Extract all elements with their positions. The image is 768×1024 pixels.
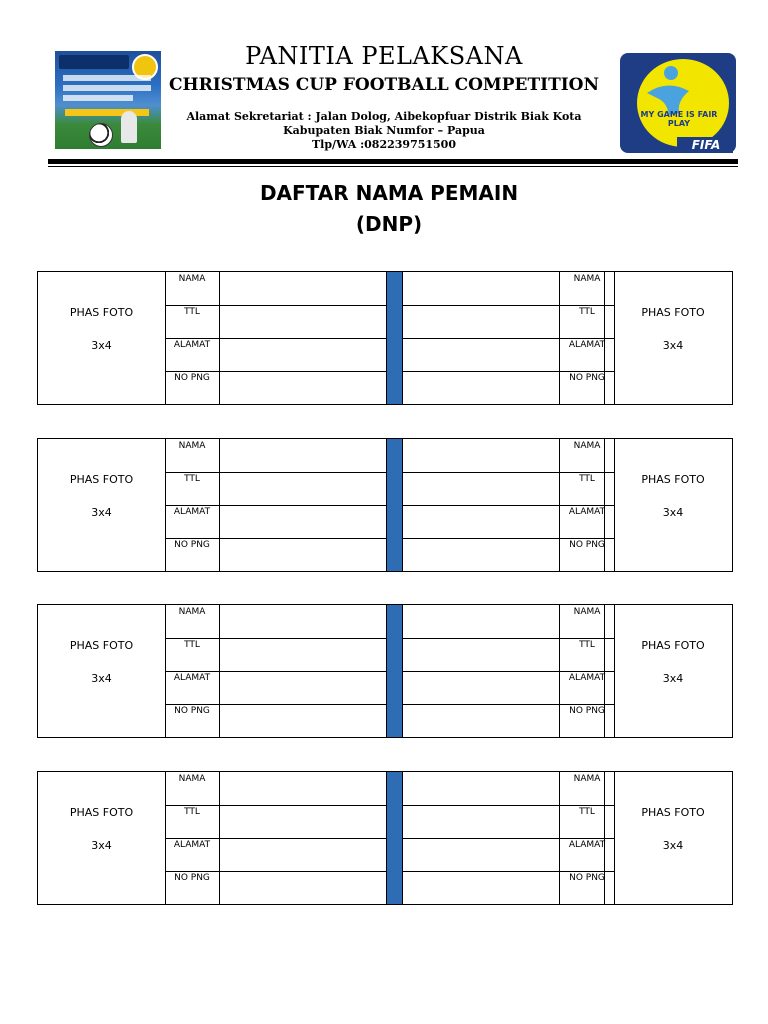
competition-name: CHRISTMAS CUP FOOTBALL COMPETITION — [168, 75, 600, 95]
photo-box-right — [614, 605, 732, 737]
field-label: TTL — [579, 807, 595, 817]
field-label: NAMA — [178, 441, 206, 451]
fifa-wordmark: FIFA — [691, 138, 721, 152]
field-label: NO PNG — [174, 373, 210, 383]
field-input-left[interactable] — [220, 672, 385, 704]
photo-label: PHAS FOTO — [69, 639, 134, 652]
player-card — [37, 271, 733, 405]
photo-box-right — [614, 439, 732, 571]
field-input-right[interactable] — [404, 506, 559, 538]
field-input-left[interactable] — [220, 372, 385, 404]
fair-play-slogan: MY GAME IS FAIR PLAY — [640, 110, 718, 128]
field-input-left[interactable] — [220, 539, 385, 571]
address-line: Alamat Sekretariat : Jalan Dolog, Aibekopfuar Distrik Biak Kota — [186, 110, 582, 123]
field-input-right[interactable] — [404, 672, 559, 704]
field-label: NO PNG — [174, 706, 210, 716]
field-input-right[interactable] — [404, 606, 559, 638]
photo-box-left — [38, 772, 165, 904]
photo-size: 3x4 — [662, 672, 684, 685]
field-label: NO PNG — [569, 373, 605, 383]
photo-size: 3x4 — [91, 672, 112, 685]
field-input-right[interactable] — [404, 273, 559, 305]
center-separator — [386, 439, 403, 571]
field-input-right[interactable] — [404, 372, 559, 404]
cell-divider — [559, 272, 560, 404]
photo-box-left — [38, 272, 165, 404]
field-input-left[interactable] — [220, 440, 385, 472]
field-label: NAMA — [573, 274, 601, 284]
photo-size: 3x4 — [91, 506, 112, 519]
field-label: ALAMAT — [568, 673, 606, 683]
field-label: NO PNG — [569, 706, 605, 716]
field-label: NAMA — [573, 607, 601, 617]
field-input-left[interactable] — [220, 839, 385, 871]
field-input-right[interactable] — [404, 306, 559, 338]
photo-label: PHAS FOTO — [641, 806, 705, 819]
header-thick-rule — [48, 159, 738, 164]
field-input-left[interactable] — [220, 473, 385, 505]
photo-box-left — [38, 605, 165, 737]
field-label: TTL — [184, 640, 200, 650]
photo-label: PHAS FOTO — [641, 306, 705, 319]
field-input-right[interactable] — [404, 339, 559, 371]
field-input-left[interactable] — [220, 273, 385, 305]
field-label: NAMA — [178, 607, 206, 617]
player-card — [37, 604, 733, 738]
photo-size: 3x4 — [662, 839, 684, 852]
photo-size: 3x4 — [662, 506, 684, 519]
center-separator — [386, 272, 403, 404]
photo-box-left — [38, 439, 165, 571]
document-header — [0, 0, 768, 170]
photo-label: PHAS FOTO — [69, 306, 134, 319]
header-thin-rule — [48, 166, 738, 167]
photo-label: PHAS FOTO — [69, 806, 134, 819]
photo-box-right — [614, 772, 732, 904]
cell-divider — [559, 772, 560, 904]
field-input-left[interactable] — [220, 705, 385, 737]
field-label: ALAMAT — [173, 340, 211, 350]
field-label: NO PNG — [569, 540, 605, 550]
field-label: ALAMAT — [173, 673, 211, 683]
field-label: ALAMAT — [173, 507, 211, 517]
field-input-right[interactable] — [404, 839, 559, 871]
photo-size: 3x4 — [91, 839, 112, 852]
field-label: ALAMAT — [173, 840, 211, 850]
photo-label: PHAS FOTO — [641, 473, 705, 486]
field-label: NAMA — [178, 774, 206, 784]
field-input-left[interactable] — [220, 306, 385, 338]
field-label: NAMA — [573, 441, 601, 451]
regency-line: Kabupaten Biak Numfor – Papua — [283, 124, 485, 137]
field-input-right[interactable] — [404, 473, 559, 505]
center-separator — [386, 772, 403, 904]
photo-size: 3x4 — [91, 339, 112, 352]
field-input-right[interactable] — [404, 440, 559, 472]
field-input-right[interactable] — [404, 806, 559, 838]
field-input-right[interactable] — [404, 705, 559, 737]
field-input-right[interactable] — [404, 773, 559, 805]
field-label: TTL — [579, 474, 595, 484]
field-input-left[interactable] — [220, 339, 385, 371]
field-label: TTL — [184, 807, 200, 817]
photo-box-right — [614, 272, 732, 404]
field-input-right[interactable] — [404, 639, 559, 671]
photo-label: PHAS FOTO — [69, 473, 134, 486]
field-input-right[interactable] — [404, 539, 559, 571]
center-separator — [386, 605, 403, 737]
field-label: TTL — [579, 640, 595, 650]
player-card — [37, 438, 733, 572]
organizer-title: PANITIA PELAKSANA — [245, 42, 523, 70]
document-title: DAFTAR NAMA PEMAIN — [259, 181, 519, 205]
field-input-left[interactable] — [220, 806, 385, 838]
cell-divider — [559, 439, 560, 571]
field-label: ALAMAT — [568, 840, 606, 850]
field-input-left[interactable] — [220, 872, 385, 904]
field-label: ALAMAT — [568, 507, 606, 517]
photo-size: 3x4 — [662, 339, 684, 352]
field-input-left[interactable] — [220, 606, 385, 638]
field-label: NO PNG — [174, 540, 210, 550]
field-input-left[interactable] — [220, 639, 385, 671]
photo-label: PHAS FOTO — [641, 639, 705, 652]
poster-logo-image — [55, 51, 161, 149]
cell-divider — [559, 605, 560, 737]
field-label: ALAMAT — [568, 340, 606, 350]
field-input-left[interactable] — [220, 506, 385, 538]
document-subtitle: (DNP) — [355, 212, 423, 236]
field-label: TTL — [579, 307, 595, 317]
field-label: NAMA — [573, 774, 601, 784]
player-card — [37, 771, 733, 905]
field-label: NAMA — [178, 274, 206, 284]
field-label: NO PNG — [569, 873, 605, 883]
field-label: TTL — [184, 307, 200, 317]
field-input-left[interactable] — [220, 773, 385, 805]
field-label: NO PNG — [174, 873, 210, 883]
field-input-right[interactable] — [404, 872, 559, 904]
contact-line: Tlp/WA :082239751500 — [312, 138, 456, 151]
field-label: TTL — [184, 474, 200, 484]
